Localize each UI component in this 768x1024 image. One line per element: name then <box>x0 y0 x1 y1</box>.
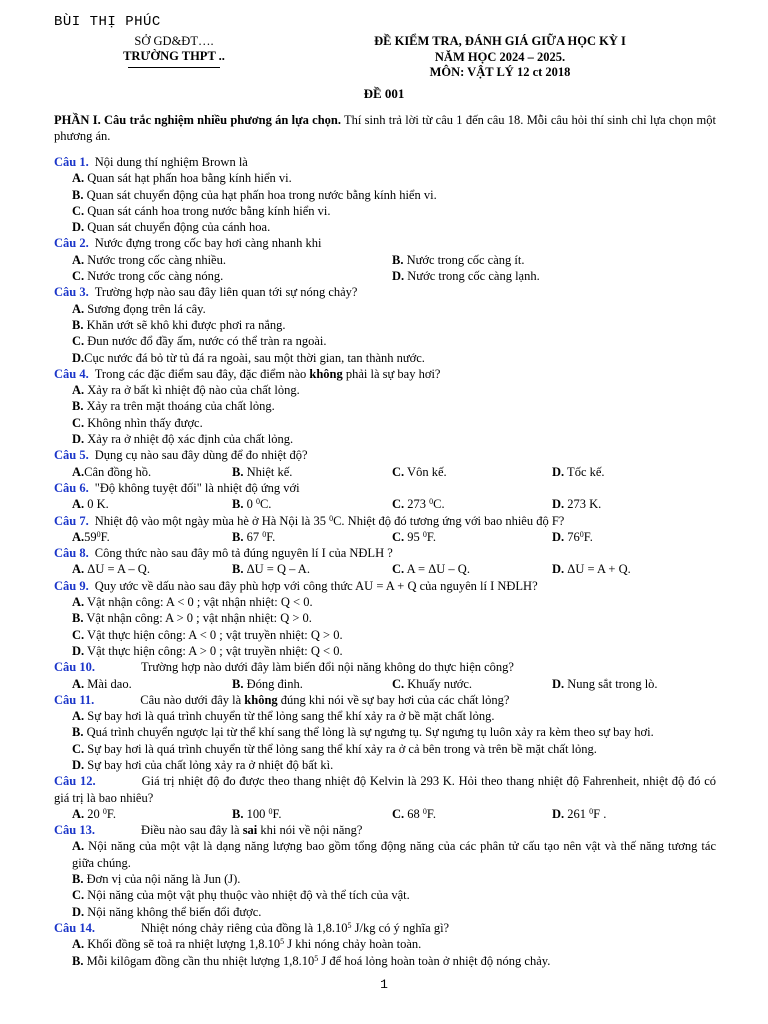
option-letter: D. <box>72 757 85 772</box>
question-stem <box>54 513 716 529</box>
option-text: Xảy ra ở nhiệt độ xác định của chất lỏng. <box>84 432 294 447</box>
option-text: Cục nước đá bỏ từ tủ đá ra ngoài, sau một thời gian, tan thành nước. <box>84 350 425 365</box>
option-letter: B. <box>72 187 84 202</box>
exam-title: ĐỀ KIỂM TRA, ĐÁNH GIÁ GIỮA HỌC KỲ I <box>374 34 626 48</box>
header-divider <box>128 67 220 68</box>
section-instructions: Thí sinh trả lời từ câu 1 đến câu 18. Mỗi câu hỏi thí sinh chỉ lựa chọn một phương án. <box>54 113 716 143</box>
question-label: Câu 12. <box>54 774 96 789</box>
option-letter: A. <box>72 529 85 544</box>
option-c[interactable] <box>392 465 447 479</box>
option-line <box>54 953 716 969</box>
option-a[interactable] <box>72 302 206 316</box>
option-a[interactable] <box>72 807 116 821</box>
option-letter: B. <box>232 806 244 821</box>
option-line <box>54 936 716 952</box>
option-letter: D. <box>552 529 565 544</box>
option-cell <box>54 806 232 822</box>
option-d[interactable] <box>552 530 593 544</box>
question-stem <box>54 773 716 806</box>
option-text: Nước trong cốc càng lạnh. <box>404 269 540 284</box>
question-stem <box>54 578 716 594</box>
option-d[interactable] <box>72 351 425 365</box>
question-3 <box>54 284 716 365</box>
department-name: SỞ GD&ĐT…. <box>134 34 214 48</box>
option-b[interactable] <box>72 399 275 413</box>
option-d[interactable] <box>72 905 261 919</box>
option-c[interactable] <box>72 742 597 756</box>
option-b[interactable] <box>72 318 286 332</box>
option-cell <box>54 268 392 284</box>
option-letter: C. <box>392 529 405 544</box>
option-letter: A. <box>72 839 85 854</box>
question-text: Quy ước về dấu nào sau đây phù hợp với công thức AU = A + Q của nguyên lí I NĐLH? <box>94 578 538 593</box>
option-cell <box>232 496 392 512</box>
question-list <box>54 112 716 969</box>
option-letter: A. <box>72 301 85 316</box>
option-text: Nội năng không thể biến đổi được. <box>84 904 262 919</box>
option-a[interactable] <box>72 937 421 951</box>
question-8 <box>54 545 716 578</box>
option-text: $59^0F$. <box>84 529 110 544</box>
question-label: Câu 8. <box>54 546 89 561</box>
option-letter: C. <box>72 741 85 756</box>
option-line <box>54 643 716 659</box>
option-a[interactable] <box>72 595 313 609</box>
question-stem <box>54 659 716 675</box>
question-label: Câu 6. <box>54 480 89 495</box>
option-letter: B. <box>232 464 244 479</box>
question-text: Giá trị nhiệt độ đo được theo thang nhiệt độ Kelvin là 293 K. Hỏi theo thang nhiệt độ Fahrenheit, nhiệt độ đó có giá trị là bao nhiêu? <box>54 774 716 805</box>
option-cell <box>552 464 712 480</box>
option-line <box>54 301 716 317</box>
option-a[interactable] <box>72 562 150 576</box>
option-c[interactable] <box>72 628 343 642</box>
option-letter: D. <box>552 562 565 577</box>
option-text: Vật thực hiện công: A > 0 ; vật truyền nhiệt: Q < 0. <box>84 643 343 658</box>
option-line <box>54 904 716 920</box>
option-letter: D. <box>552 464 565 479</box>
option-cell <box>232 529 392 545</box>
option-letter: C. <box>72 334 85 349</box>
option-text: Vật nhận công: A < 0 ; vật nhận nhiệt: Q < 0. <box>84 595 313 610</box>
option-text: Nước trong cốc càng ít. <box>403 252 525 267</box>
question-label: Câu 14. <box>54 920 95 935</box>
question-5 <box>54 447 716 480</box>
option-text: ΔU = A + Q. <box>564 562 631 577</box>
options-row <box>54 252 716 268</box>
option-text: 261 $^0$F . <box>564 806 607 821</box>
option-text: Khối đồng sẽ toả ra nhiệt lượng 1,8.10$^5$ J khi nóng chảy hoàn toàn. <box>84 937 422 952</box>
question-label: Câu 4. <box>54 366 89 381</box>
option-d[interactable] <box>552 677 658 691</box>
option-letter: A. <box>72 383 85 398</box>
option-letter: B. <box>72 399 84 414</box>
question-text: "Độ không tuyệt đối" là nhiệt độ ứng với <box>94 480 300 495</box>
option-text: Sự bay hơi là quá trình chuyển từ thể lỏng sang thể khí xảy ra ở bề mặt chất lỏng. <box>84 709 495 724</box>
option-text: Xảy ra ở bất kì nhiệt độ nào của chất lỏng. <box>84 383 300 398</box>
option-text: Khuấy nước. <box>404 676 473 691</box>
option-text: Nhiệt kế. <box>243 464 293 479</box>
option-text: 95 $^0$F. <box>404 529 436 544</box>
question-label: Câu 5. <box>54 448 89 463</box>
option-letter: B. <box>72 872 84 887</box>
option-letter: B. <box>232 497 244 512</box>
header-left <box>104 34 244 68</box>
option-text: Nung sắt trong lò. <box>564 676 658 691</box>
option-letter: B. <box>72 953 84 968</box>
question-stem <box>54 545 716 561</box>
option-letter: C. <box>72 269 85 284</box>
question-text: Dụng cụ nào sau đây dùng để đo nhiệt độ? <box>94 448 308 463</box>
option-letter: C. <box>392 806 405 821</box>
option-line <box>54 741 716 757</box>
option-text: 100 $^0$F. <box>243 806 282 821</box>
option-letter: D. <box>72 432 85 447</box>
question-label: Câu 2. <box>54 236 89 251</box>
question-text: Điều nào sau đây là sai khi nói về nội năng? <box>140 823 363 838</box>
option-line <box>54 838 716 871</box>
option-a[interactable] <box>72 171 292 185</box>
option-text: Sự bay hơi là quá trình chuyển từ thể lỏng sang thể khí xảy ra ở cả bên trong và trên bề mặt chất lỏng. <box>84 741 597 756</box>
option-letter: A. <box>72 497 85 512</box>
option-line <box>54 382 716 398</box>
option-letter: D. <box>552 806 565 821</box>
question-stem <box>54 154 716 170</box>
options-row <box>54 676 716 692</box>
question-7 <box>54 513 716 546</box>
option-letter: D. <box>72 220 85 235</box>
option-line <box>54 333 716 349</box>
option-line <box>54 627 716 643</box>
option-cell <box>232 561 392 577</box>
option-letter: D. <box>392 269 405 284</box>
option-d[interactable] <box>552 807 606 821</box>
option-text: Mài dao. <box>84 676 132 691</box>
option-line <box>54 415 716 431</box>
question-label: Câu 9. <box>54 578 89 593</box>
option-text: 20 $^0$F. <box>84 806 116 821</box>
option-c[interactable] <box>72 204 330 218</box>
option-letter: D. <box>552 497 565 512</box>
option-text: Sương đọng trên lá cây. <box>84 301 206 316</box>
option-text: Không nhìn thấy được. <box>84 415 203 430</box>
option-d[interactable] <box>552 562 631 576</box>
question-6 <box>54 480 716 513</box>
option-cell <box>392 268 540 284</box>
question-11 <box>54 692 716 773</box>
option-cell <box>54 252 392 268</box>
option-letter: A. <box>72 464 85 479</box>
option-text: Nội năng của một vật phụ thuộc vào nhiệt độ và thể tích của vật. <box>84 888 410 903</box>
option-text: 0 K. <box>84 497 109 512</box>
question-text: Câu nào dưới đây là không đúng khi nói về sự bay hơi của các chất lỏng? <box>140 692 510 707</box>
option-b[interactable] <box>72 611 312 625</box>
option-letter: B. <box>72 317 84 332</box>
option-cell <box>54 676 232 692</box>
question-text: Nhiệt nóng chảy riêng của đồng là 1,8.10$^5$ J/kg có ý nghĩa gì? <box>140 920 450 935</box>
option-a[interactable] <box>72 677 132 691</box>
option-text: 273 $^0$C. <box>404 497 445 512</box>
option-text: Cân đồng hồ. <box>84 464 152 479</box>
option-letter: C. <box>72 203 85 218</box>
option-b[interactable] <box>232 497 271 511</box>
question-13 <box>54 822 716 920</box>
option-letter: D. <box>72 350 85 365</box>
option-cell <box>392 806 552 822</box>
option-a[interactable] <box>72 839 716 869</box>
option-text: Quan sát hạt phấn hoa bằng kính hiển vi. <box>84 171 292 186</box>
question-text: Nước đựng trong cốc bay hơi càng nhanh khi <box>94 236 322 251</box>
option-line <box>54 431 716 447</box>
question-12 <box>54 773 716 822</box>
option-text: Nội năng của một vật là dạng năng lượng bao gồm tổng động năng của các phân tử cấu tạo nên vật và thế năng tương tác giữa chúng. <box>72 839 716 870</box>
option-line <box>54 187 716 203</box>
option-b[interactable] <box>72 954 550 968</box>
option-b[interactable] <box>232 530 275 544</box>
option-letter: A. <box>72 562 85 577</box>
option-text: 273 K. <box>564 497 602 512</box>
option-c[interactable] <box>392 677 472 691</box>
question-stem <box>54 447 716 463</box>
option-c[interactable] <box>392 807 436 821</box>
option-line <box>54 219 716 235</box>
option-text: Nước trong cốc càng nóng. <box>84 269 224 284</box>
header-right <box>320 34 680 81</box>
option-letter: A. <box>72 709 85 724</box>
option-b[interactable] <box>232 562 310 576</box>
option-text: Vật nhận công: A > 0 ; vật nhận nhiệt: Q > 0. <box>83 611 312 626</box>
option-cell <box>232 464 392 480</box>
option-line <box>54 887 716 903</box>
options-row <box>54 806 716 822</box>
question-label: Câu 11. <box>54 692 95 707</box>
option-text: ΔU = Q – A. <box>243 562 310 577</box>
option-text: Nước trong cốc càng nhiều. <box>84 252 226 267</box>
option-text: Quan sát chuyển động của cánh hoa. <box>84 220 271 235</box>
question-stem <box>54 284 716 300</box>
option-text: ΔU = A – Q. <box>84 562 150 577</box>
option-cell <box>54 496 232 512</box>
question-text: Trường hợp nào dưới đây làm biến đổi nội năng không do thực hiện công? <box>140 660 514 675</box>
question-label: Câu 1. <box>54 155 89 169</box>
option-letter: A. <box>72 806 85 821</box>
option-text: Quan sát cánh hoa trong nước bằng kính hiển vi. <box>84 203 331 218</box>
question-stem <box>54 480 716 496</box>
option-letter: A. <box>72 595 85 610</box>
option-cell <box>392 676 552 692</box>
option-line <box>54 708 716 724</box>
option-text: Xảy ra trên mặt thoáng của chất lỏng. <box>83 399 275 414</box>
question-text: Trường hợp nào sau đây liên quan tới sự nóng chảy? <box>94 285 358 300</box>
option-line <box>54 350 716 366</box>
option-line <box>54 757 716 773</box>
option-line <box>54 203 716 219</box>
option-letter: C. <box>392 464 405 479</box>
option-cell <box>232 676 392 692</box>
option-text: A = ΔU – Q. <box>404 562 470 577</box>
page-number: 1 <box>380 977 388 992</box>
option-c[interactable] <box>72 334 326 348</box>
option-text: $76^0F$. <box>564 529 593 544</box>
option-text: Quá trình chuyển ngược lại từ thể khí sang thể lỏng là sự ngưng tụ. Sự ngưng tụ luôn xảy ra kèm theo sự bay hơi. <box>83 725 654 740</box>
option-letter: C. <box>392 562 405 577</box>
section-intro <box>54 112 716 144</box>
option-a[interactable] <box>72 709 495 723</box>
option-b[interactable] <box>72 188 437 202</box>
option-letter: C. <box>392 497 405 512</box>
options-row <box>54 268 716 284</box>
option-d[interactable] <box>72 220 270 234</box>
option-b[interactable] <box>392 253 524 267</box>
option-letter: C. <box>72 627 85 642</box>
option-line <box>54 724 716 740</box>
option-c[interactable] <box>72 416 203 430</box>
option-cell <box>232 806 392 822</box>
section-title: PHẦN I. Câu trắc nghiệm nhiều phương án lựa chọn. <box>54 113 341 127</box>
option-d[interactable] <box>72 758 333 772</box>
option-c[interactable] <box>72 269 223 283</box>
exam-code: ĐỀ 001 <box>363 86 405 101</box>
option-cell <box>392 252 524 268</box>
question-label: Câu 3. <box>54 285 89 300</box>
option-a[interactable] <box>72 530 110 544</box>
option-cell <box>552 529 712 545</box>
option-text: Tốc kế. <box>564 464 605 479</box>
option-line <box>54 317 716 333</box>
question-label: Câu 7. <box>54 513 89 528</box>
option-c[interactable] <box>392 530 436 544</box>
option-cell <box>552 561 712 577</box>
option-c[interactable] <box>392 497 445 511</box>
option-letter: A. <box>72 171 85 186</box>
option-d[interactable] <box>552 465 605 479</box>
option-letter: C. <box>72 888 85 903</box>
question-9 <box>54 578 716 659</box>
subject: MÔN: VẬT LÝ 12 ct 2018 <box>429 65 571 79</box>
options-row <box>54 529 716 545</box>
option-cell <box>552 496 712 512</box>
option-d[interactable] <box>72 644 343 658</box>
question-stem <box>54 366 716 382</box>
option-text: Đơn vị của nội năng là Jun (J). <box>83 872 241 887</box>
option-text: Đun nước đổ đầy ấm, nước có thể tràn ra ngoài. <box>84 334 327 349</box>
option-text: Quan sát chuyển động của hạt phấn hoa trong nước bằng kính hiển vi. <box>83 187 437 202</box>
option-letter: C. <box>72 415 85 430</box>
option-line <box>54 594 716 610</box>
author-name: BÙI THỊ PHÚC <box>54 14 161 30</box>
option-line <box>54 871 716 887</box>
option-a[interactable] <box>72 497 109 511</box>
option-cell <box>392 561 552 577</box>
question-2 <box>54 235 716 284</box>
option-letter: B. <box>232 529 244 544</box>
option-line <box>54 398 716 414</box>
option-letter: A. <box>72 937 85 952</box>
school-year: NĂM HỌC 2024 – 2025. <box>434 49 566 64</box>
option-a[interactable] <box>72 465 151 479</box>
question-text: Trong các đặc điểm sau đây, đặc điểm nào không phải là sự bay hơi? <box>94 366 441 381</box>
option-cell <box>392 464 552 480</box>
option-cell <box>552 806 712 822</box>
option-letter: D. <box>72 904 85 919</box>
question-label: Câu 10. <box>54 660 95 675</box>
option-letter: D. <box>72 643 85 658</box>
question-text: Công thức nào sau đây mô tả đúng nguyên lí I của NĐLH ? <box>94 546 393 561</box>
option-b[interactable] <box>232 677 303 691</box>
option-d[interactable] <box>392 269 540 283</box>
option-text: Đóng đinh. <box>243 676 303 691</box>
option-letter: A. <box>72 676 85 691</box>
option-b[interactable] <box>232 465 292 479</box>
option-c[interactable] <box>392 562 470 576</box>
option-text: Sự bay hơi của chất lỏng xảy ra ở nhiệt độ bất kì. <box>84 757 334 772</box>
option-b[interactable] <box>72 725 654 739</box>
option-text: Vôn kế. <box>404 464 447 479</box>
question-1 <box>54 154 716 235</box>
option-c[interactable] <box>72 888 410 902</box>
option-d[interactable] <box>552 497 601 511</box>
options-row <box>54 464 716 480</box>
question-stem <box>54 920 716 936</box>
option-letter: B. <box>392 252 404 267</box>
options-row <box>54 496 716 512</box>
question-label: Câu 13. <box>54 823 95 838</box>
option-b[interactable] <box>232 807 282 821</box>
option-letter: B. <box>232 562 244 577</box>
question-text: Nội dung thí nghiệm Brown là <box>94 155 248 169</box>
option-d[interactable] <box>72 432 293 446</box>
option-cell <box>54 529 232 545</box>
question-4 <box>54 366 716 447</box>
option-text: Mỗi kilôgam đồng cần thu nhiệt lượng 1,8.10$^5$ J để hoá lỏng hoàn toàn ở nhiệt độ nóng chảy. <box>83 953 551 968</box>
option-cell <box>54 561 232 577</box>
options-row <box>54 561 716 577</box>
question-text: Nhiệt độ vào một ngày mùa hè ở Hà Nội là 35 $^0$C. Nhiệt độ đó tương ứng với bao nhiêu độ F? <box>94 513 565 528</box>
question-stem <box>54 235 716 251</box>
question-stem <box>54 692 716 708</box>
option-letter: D. <box>552 676 565 691</box>
option-letter: B. <box>72 611 84 626</box>
option-cell <box>392 529 552 545</box>
option-text: 0 $^0$C. <box>243 497 272 512</box>
option-letter: B. <box>232 676 244 691</box>
question-stem <box>54 822 716 838</box>
school-name: TRƯỜNG THPT .. <box>123 49 225 63</box>
option-letter: A. <box>72 252 85 267</box>
option-cell <box>54 464 232 480</box>
question-14 <box>54 920 716 969</box>
option-text: Vật thực hiện công: A < 0 ; vật truyền nhiệt: Q > 0. <box>84 627 343 642</box>
option-line <box>54 170 716 186</box>
option-letter: B. <box>72 725 84 740</box>
option-text: 67 $^0$F. <box>243 529 276 544</box>
option-cell <box>552 676 712 692</box>
option-a[interactable] <box>72 383 300 397</box>
question-10 <box>54 659 716 692</box>
option-letter: C. <box>392 676 405 691</box>
option-text: Khăn ướt sẽ khô khi được phơi ra nắng. <box>83 317 286 332</box>
option-line <box>54 610 716 626</box>
option-a[interactable] <box>72 253 226 267</box>
option-b[interactable] <box>72 872 240 886</box>
option-text: 68 $^0$F. <box>404 806 436 821</box>
option-cell <box>392 496 552 512</box>
